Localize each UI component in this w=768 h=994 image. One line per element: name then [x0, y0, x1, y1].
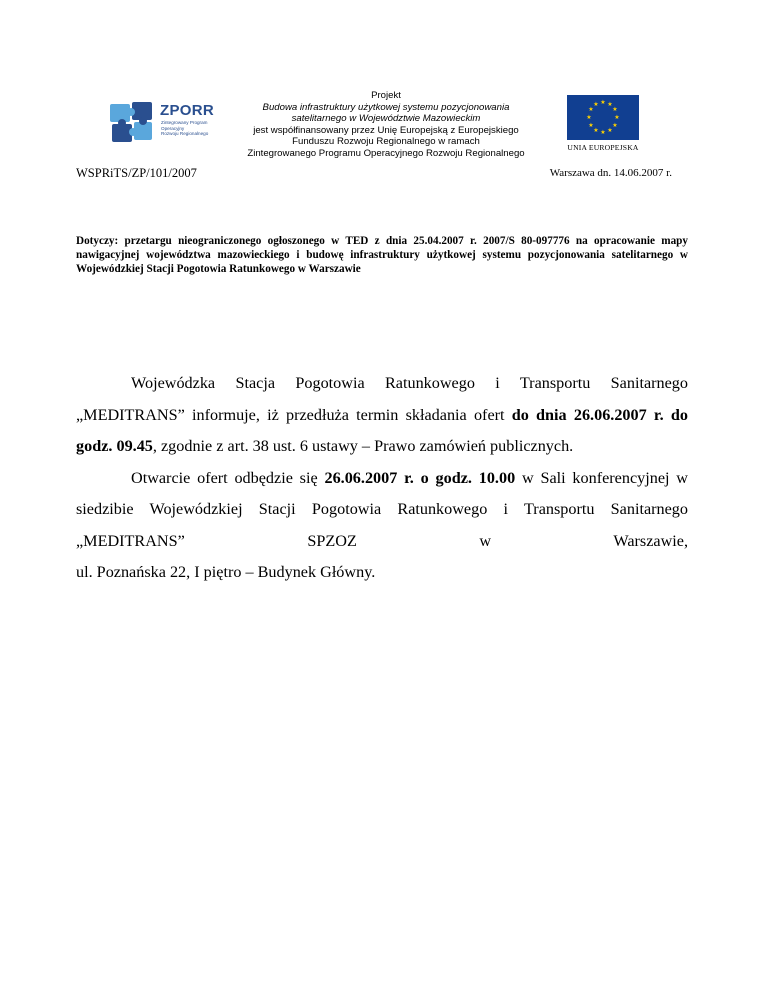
svg-text:★: ★ [612, 122, 618, 129]
eu-flag-icon [567, 95, 639, 140]
project-line: jest współfinansowany przez Unię Europejską z Europejskiego [253, 124, 519, 136]
eu-label: UNIA EUROPEJSKA [567, 143, 639, 152]
svg-text:★: ★ [614, 114, 620, 121]
body-text [76, 368, 688, 589]
zporr-subtitle-line: Rozwoju Regionalnego [161, 131, 209, 137]
svg-text:★: ★ [593, 101, 599, 108]
svg-text:★: ★ [600, 99, 606, 106]
zporr-logo [108, 98, 230, 144]
deadline-bold: do dnia 26.06.2007 r. do godz. 09.45 [76, 405, 688, 455]
svg-text:★: ★ [586, 114, 592, 121]
opening-date-bold: 26.06.2007 r. o godz. 10.00 [324, 468, 516, 487]
project-line: Projekt [371, 90, 401, 101]
svg-text:★: ★ [600, 129, 606, 136]
paragraph-text: , zgodnie z art. 38 ust. 6 ustawy – Prawo zamówień publicznych. [152, 437, 574, 455]
project-line: satelitarnego w Województwie Mazowieckim [291, 113, 481, 125]
svg-text:★: ★ [607, 101, 613, 108]
reference-number: WSPRiTS/ZP/101/2007 [76, 166, 197, 180]
paragraph-2-address: ul. Poznańska 22, I piętro – Budynek Główny. [76, 563, 376, 581]
svg-text:★: ★ [612, 106, 618, 113]
paragraph-text: Otwarcie ofert odbędzie się [131, 468, 325, 487]
subject: Dotyczy: przetargu nieograniczonego ogłoszonego w TED z dnia 25.04.2007 r. 2007/S 80-097776 na opracowanie mapy nawigacyjnej województwa mazowieckiego i budowę infrastruktury użytkowej systemu pozycjonowania satelitarnego w Wojewódzkiej Stacji Pogotowia Ratunkowego w Warszawie [76, 235, 688, 276]
zporr-subtitle-line: Zintegrowany Program [161, 120, 208, 125]
project-line: Zintegrowanego Programu Operacyjnego Rozwoju Regionalnego [247, 147, 525, 159]
svg-text:★: ★ [588, 106, 594, 113]
zporr-subtitle-line: Operacyjny [161, 125, 185, 131]
zporr-name: ZPORR [160, 102, 214, 119]
zporr-subtitle [161, 120, 231, 137]
puzzle-logo-icon [108, 98, 156, 144]
project-line: Budowa infrastruktury użytkowej systemu pozycjonowania [262, 101, 510, 113]
paragraph-1 [76, 368, 688, 463]
paragraph-text: w Sali konferencyjnej w siedzibie Wojewódzkiej Stacji Pogotowia Ratunkowego i Transportu Sanitarnego „MEDITRANS” SPZOZ w Warszawie, [76, 468, 688, 550]
project-description [232, 90, 540, 160]
svg-text:★: ★ [607, 127, 613, 134]
paragraph-2 [76, 463, 688, 558]
svg-text:★: ★ [588, 122, 594, 129]
document-date: Warszawa dn. 14.06.2007 r. [549, 167, 672, 179]
svg-text:★: ★ [593, 127, 599, 134]
project-line: Funduszu Rozwoju Regionalnego w ramach [292, 136, 480, 148]
paragraph-text: Wojewódzka Stacja Pogotowia Ratunkowego i Transportu Sanitarnego „MEDITRANS” informuje, iż przedłuża termin składania ofert [76, 374, 688, 424]
